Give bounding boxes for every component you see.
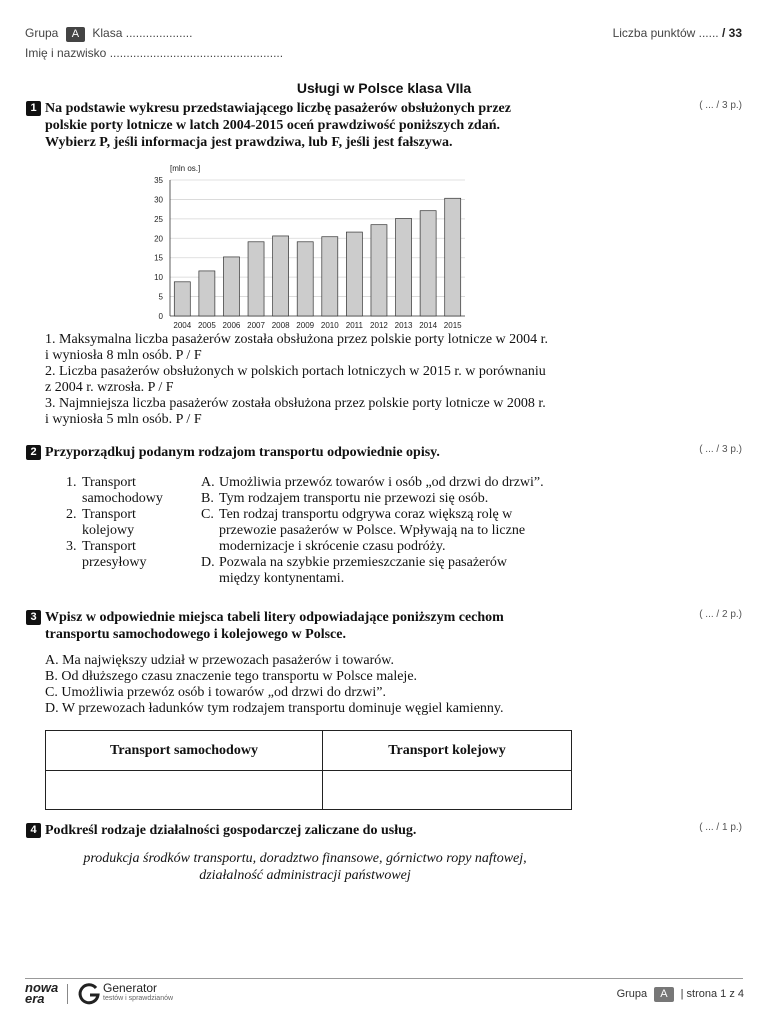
q4-number: 4 [26, 823, 41, 838]
q1-text-1: Na podstawie wykresu przedstawiającego liczbę pasażerów obsłużonych przez [45, 101, 511, 116]
x-tick-label: 2010 [320, 321, 339, 330]
bar-2015 [445, 198, 461, 316]
y-tick-label: 20 [154, 234, 163, 244]
points-total: / 33 [721, 26, 742, 40]
group-line [25, 26, 192, 42]
passenger-bar-chart [140, 160, 480, 335]
name-field[interactable]: .................................................... [109, 46, 284, 60]
x-tick-label: 2015 [443, 321, 462, 330]
q3-item-b: B. Od dłuższego czasu znaczenie tego transportu w Polsce maleje. [45, 669, 418, 684]
page-indicator [617, 987, 744, 1002]
points-field[interactable]: ...... [698, 26, 719, 40]
footer-group-badge: A [654, 987, 673, 1002]
y-tick-label: 10 [154, 273, 163, 283]
bar-2009 [297, 242, 313, 316]
q2-left-item: 1. Transport samochodowy [66, 475, 163, 506]
q2-right-column [201, 475, 581, 587]
q2-left-item: 3. Transport przesyłowy [66, 539, 147, 570]
bar-2005 [199, 271, 215, 316]
class-label: Klasa [92, 26, 123, 40]
footer-group-label: Grupa [616, 988, 648, 1000]
q4-line-2[interactable]: działalność administracji państwowej [199, 868, 411, 883]
x-tick-label: 2005 [197, 321, 216, 330]
q3-number: 3 [26, 610, 41, 625]
col-header-rail: Transport kolejowy [323, 731, 572, 771]
x-tick-label: 2014 [419, 321, 438, 330]
group-label: Grupa [25, 26, 59, 40]
x-tick-label: 2011 [345, 321, 363, 330]
x-tick-label: 2008 [271, 321, 290, 330]
q2-left-item: 2. Transport kolejowy [66, 507, 136, 538]
q1-text-2: polskie porty lotnicze w latch 2004-2015 oceń prawdziwość poniższych zdań. [45, 118, 500, 133]
x-tick-label: 2007 [247, 321, 265, 330]
q2-text: Przyporządkuj podanym rodzajom transportu odpowiednie opisy. [45, 445, 440, 460]
generator-brand: Generator testów i sprawdzianów [103, 981, 174, 1002]
class-field[interactable]: .................... [125, 26, 193, 40]
logo-separator [67, 984, 68, 1004]
q3-items [45, 653, 585, 717]
bar-2010 [322, 237, 338, 316]
bar-2012 [371, 225, 387, 316]
bar-2011 [346, 232, 362, 316]
q3-item-a: A. Ma największy udział w przewozach pasażerów i towarów. [45, 653, 394, 668]
q3-question [26, 609, 586, 643]
q2-option-a: A. Umożliwia przewóz towarów i osób „od drzwi do drzwi”. [201, 475, 544, 490]
y-tick-label: 30 [154, 195, 163, 205]
q2-option-b: B. Tym rodzajem transportu nie przewozi się osób. [201, 491, 489, 506]
bar-2013 [396, 218, 412, 316]
generator-logo-icon [77, 982, 101, 1006]
q2-option-c: C. Ten rodzaj transportu odgrywa coraz większą rolę w przewozie pasażerów w Polsce. Wpływają na to liczne modernizacje i skrócenie czasu podróży. [201, 507, 526, 554]
q4-question [26, 822, 586, 839]
page-title: Usługi w Polsce klasa VIIa [296, 80, 472, 96]
q2-left-column [66, 475, 206, 571]
q1-points: ( ... / 3 p.) [699, 100, 742, 111]
q4-line-1[interactable]: produkcja środków transportu, doradztwo finansowe, górnictwo ropy naftowej, [83, 851, 527, 866]
group-badge: A [66, 27, 85, 42]
q3-answer-table [45, 730, 572, 810]
q3-text-2: transportu samochodowego i kolejowego w Polsce. [45, 627, 346, 642]
name-label: Imię i nazwisko [25, 46, 107, 60]
q3-item-c: C. Umożliwia przewóz osób i towarów „od drzwi do drzwi”. [45, 685, 386, 700]
name-line [25, 46, 283, 60]
x-tick-label: 2004 [173, 321, 192, 330]
x-tick-label: 2012 [370, 321, 388, 330]
statement-1b[interactable]: i wyniosła 8 mln osób. P / F [45, 348, 202, 363]
q3-item-d: D. W przewozach ładunków tym rodzajem transportu dominuje węgiel kamienny. [45, 701, 504, 716]
q4-options [45, 850, 565, 884]
statement-1a: 1. Maksymalna liczba pasażerów została obsłużona przez polskie porty lotnicze w 2004 r. [45, 332, 549, 347]
nowa-era-logo: nowa era [25, 980, 59, 1006]
y-tick-label: 25 [154, 214, 163, 224]
page-number: | strona 1 z 4 [680, 988, 744, 1000]
footer-divider [25, 978, 743, 979]
y-tick-label: 15 [154, 253, 163, 263]
q3-points: ( ... / 2 p.) [699, 609, 742, 620]
q1-statements [45, 332, 585, 428]
points-label: Liczba punktów [612, 26, 696, 40]
q1-question [26, 100, 586, 151]
bar-2008 [273, 236, 289, 316]
statement-3a: 3. Najmniejsza liczba pasażerów została obsłużona przez polskie porty lotnicze w 2008 r. [45, 396, 546, 411]
q1-number: 1 [26, 101, 41, 116]
q2-points: ( ... / 3 p.) [699, 444, 742, 455]
statement-3b[interactable]: i wyniosła 5 mln osób. P / F [45, 412, 202, 427]
col-header-road: Transport samochodowy [46, 731, 323, 771]
q2-number: 2 [26, 445, 41, 460]
x-tick-label: 2013 [394, 321, 413, 330]
bar-2007 [248, 242, 264, 316]
bar-2006 [223, 257, 239, 316]
y-tick-label: 5 [158, 292, 163, 302]
answer-cell-road[interactable] [46, 771, 323, 810]
x-tick-label: 2009 [296, 321, 315, 330]
q1-text-3: Wybierz P, jeśli informacja jest prawdziwa, lub F, jeśli jest fałszywa. [45, 135, 453, 150]
answer-cell-rail[interactable] [323, 771, 572, 810]
q2-question [26, 444, 586, 461]
q4-text: Podkreśl rodzaje działalności gospodarczej zaliczane do usług. [45, 823, 417, 838]
points-line [613, 26, 742, 40]
y-tick-label: 0 [158, 312, 163, 321]
bar-2004 [174, 282, 190, 316]
bar-2014 [420, 211, 436, 316]
q4-points: ( ... / 1 p.) [699, 822, 742, 833]
statement-2a: 2. Liczba pasażerów obsłużonych w polskich portach lotniczych w 2015 r. w porównaniu [45, 364, 546, 379]
statement-2b[interactable]: z 2004 r. wzrosła. P / F [45, 380, 174, 395]
q2-option-d: D. Pozwala na szybkie przemieszczanie się pasażerów między kontynentami. [201, 555, 508, 586]
q3-text-1: Wpisz w odpowiednie miejsca tabeli litery odpowiadające poniższym cechom [45, 610, 504, 625]
x-tick-label: 2006 [222, 321, 241, 330]
y-axis-label: [mln os.] [170, 164, 201, 173]
y-tick-label: 35 [154, 176, 163, 185]
